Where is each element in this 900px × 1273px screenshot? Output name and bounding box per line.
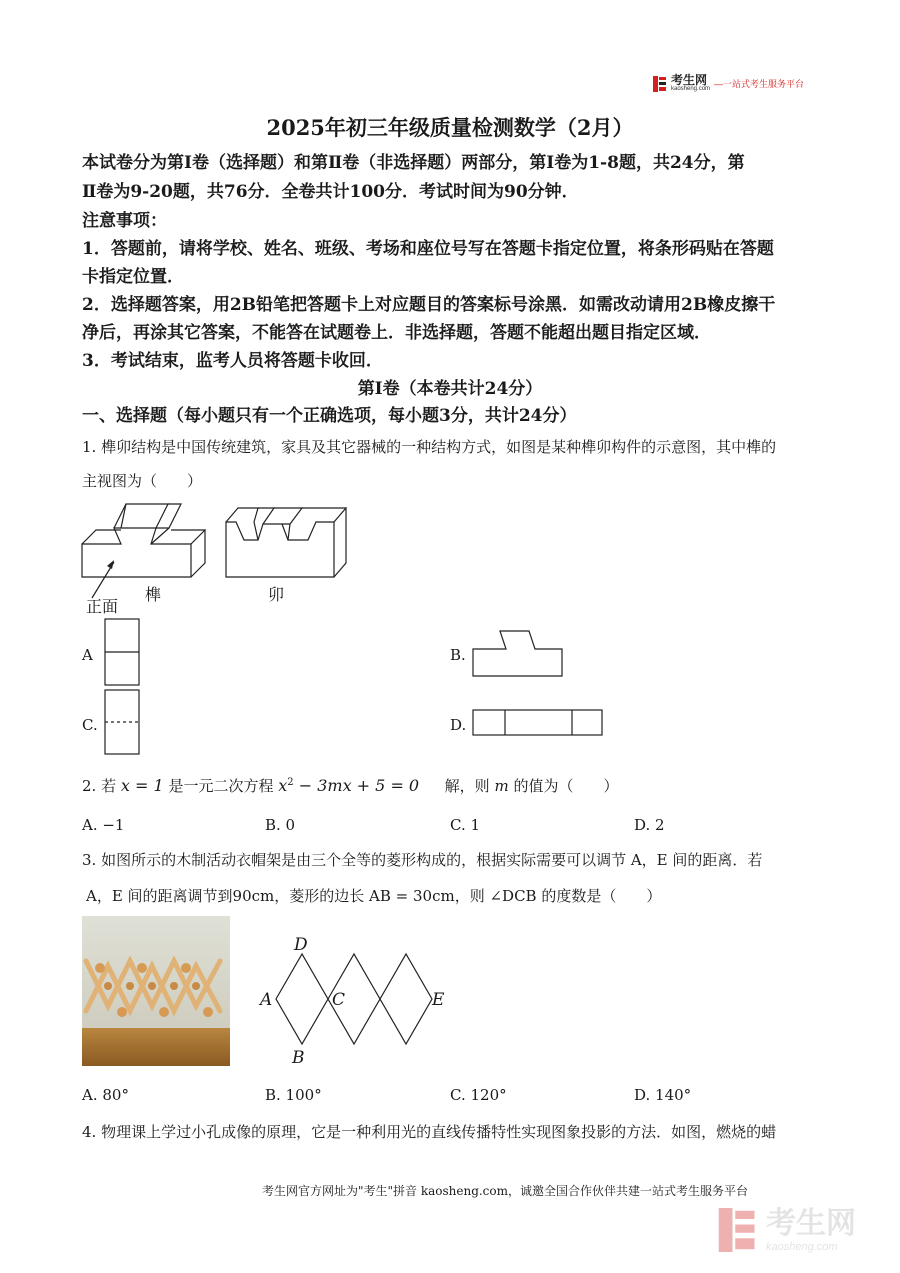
notice-3: 3．考试结束，监考人员将答题卡收回． [82, 351, 383, 371]
q3-rhombus-diagram [262, 936, 452, 1070]
q3-coat-rack-photo [82, 916, 230, 1066]
q1-text-line-2: 主视图为（ ） [82, 472, 203, 490]
q2-end: 的值为（ ） [513, 777, 619, 795]
q2-equation-var: x [278, 776, 288, 795]
q2-option-d[interactable]: D. 2 [634, 816, 665, 834]
intro-line-2: Ⅱ卷为9-20题，共76分．全卷共计100分．考试时间为90分钟． [82, 182, 579, 202]
q2-option-b[interactable]: B. 0 [265, 816, 296, 834]
rhombus-1 [276, 954, 328, 1044]
front-arrowhead [107, 560, 114, 569]
watermark-domain: kaosheng.com [766, 1241, 838, 1253]
q3-option-d[interactable]: D. 140° [634, 1086, 692, 1104]
intro-line-1: 本试卷分为第Ⅰ卷（选择题）和第Ⅱ卷（非选择题）两部分，第Ⅰ卷为1-8题，共24分，第 [82, 153, 745, 173]
rhombus-3 [380, 954, 432, 1044]
q1-option-b-label[interactable]: B. [450, 646, 466, 664]
label-tenon: 榫 [145, 585, 162, 604]
logo-domain: kaosheng.com [671, 86, 711, 92]
q2-suffix: 解，则 [444, 777, 490, 795]
q1-option-c-figure [104, 689, 142, 757]
q2-variable: m [494, 777, 509, 795]
q1-tenon-mortise-figure [76, 500, 366, 620]
mortise-side-face [334, 508, 346, 577]
q2-equation-exponent: 2 [287, 777, 294, 788]
point-label-E: E [432, 990, 445, 1010]
kaosheng-logo-icon [652, 75, 668, 93]
logo-tagline: 一站式考生服务平台 [723, 79, 805, 89]
q3-option-c[interactable]: C. 120° [450, 1086, 507, 1104]
q3-option-a[interactable]: A. 80° [82, 1086, 129, 1104]
logo-tagline-prefix: — [714, 78, 724, 89]
section-heading: 一、选择题（每小题只有一个正确选项，每小题3分，共计24分） [82, 406, 577, 426]
q1-option-d-figure [472, 709, 606, 739]
q2-option-a[interactable]: A. −1 [82, 816, 125, 834]
q3-option-b[interactable]: B. 100° [265, 1086, 322, 1104]
q1-option-a-figure [104, 618, 142, 688]
q2-condition: x = 1 [120, 776, 164, 795]
q3-text-line-1: 3. 如图所示的木制活动衣帽架是由三个全等的菱形构成的，根据实际需要可以调节 A，E 间的距离．若 [82, 851, 763, 869]
watermark-name: 考生网 [766, 1207, 856, 1240]
footer-text: 考生网官方网址为"考生"拼音 kaosheng.com，诚邀全国合作伙伴共建一站式考生服务平台 [261, 1184, 749, 1198]
q1-option-d-label[interactable]: D. [450, 716, 467, 734]
notice-heading: 注意事项： [82, 211, 167, 231]
point-label-C: C [332, 990, 346, 1010]
point-label-B: B [292, 1048, 305, 1068]
tenon-front-face [82, 528, 191, 577]
label-front: 正面 [86, 597, 119, 616]
q1-option-a-label[interactable]: A [82, 646, 93, 664]
q2-equation-rest: − 3mx + 5 = 0 [293, 776, 420, 795]
q4-text-line-1: 4. 物理课上学过小孔成像的原理，它是一种利用光的直线传播特性实现图象投影的方法．如图，燃烧的蜡 [82, 1123, 777, 1141]
mortise-top-face [226, 508, 258, 522]
q2-text [82, 773, 619, 796]
watermark-logo-icon [716, 1205, 760, 1255]
q1-text-line-1: 1. 榫卯结构是中国传统建筑，家具及其它器械的一种结构方式，如图是某种榫卯构件的示意图，其中榫的 [82, 438, 777, 456]
notice-1-line-1: 1．答题前，请将学校、姓名、班级、考场和座位号写在答题卡指定位置，将条形码贴在答题 [82, 239, 774, 259]
notice-1-line-2: 卡指定位置． [82, 267, 184, 287]
q1-option-c-label[interactable]: C. [82, 716, 98, 734]
header-logo [652, 74, 804, 93]
page-title: 2025年初三年级质量检测数学（2月） [266, 115, 634, 140]
q2-option-c[interactable]: C. 1 [450, 816, 481, 834]
q2-prefix: 2. 若 [82, 777, 117, 795]
point-label-A: A [260, 990, 273, 1010]
footer-watermark [716, 1205, 856, 1255]
label-mortise: 卯 [268, 585, 285, 604]
q1-option-b-figure [471, 629, 566, 679]
q2-mid: 是一元二次方程 [168, 777, 274, 795]
notice-2-line-1: 2．选择题答案，用2B铅笔把答题卡上对应题目的答案标号涂黑．如需改动请用2B橡皮擦干 [82, 295, 776, 315]
logo-name: 考生网 [671, 73, 708, 87]
q3-text-line-2: A，E 间的距离调节到90cm，菱形的边长 AB = 30cm，则 ∠DCB 的度数是（ ） [86, 887, 662, 905]
section-title: 第Ⅰ卷（本卷共计24分） [357, 379, 543, 399]
notice-2-line-2: 净后，再涂其它答案，不能答在试题卷上．非选择题，答题不能超出题目指定区域． [82, 323, 711, 343]
point-label-D: D [294, 935, 308, 955]
mortise-front-face [226, 522, 334, 577]
